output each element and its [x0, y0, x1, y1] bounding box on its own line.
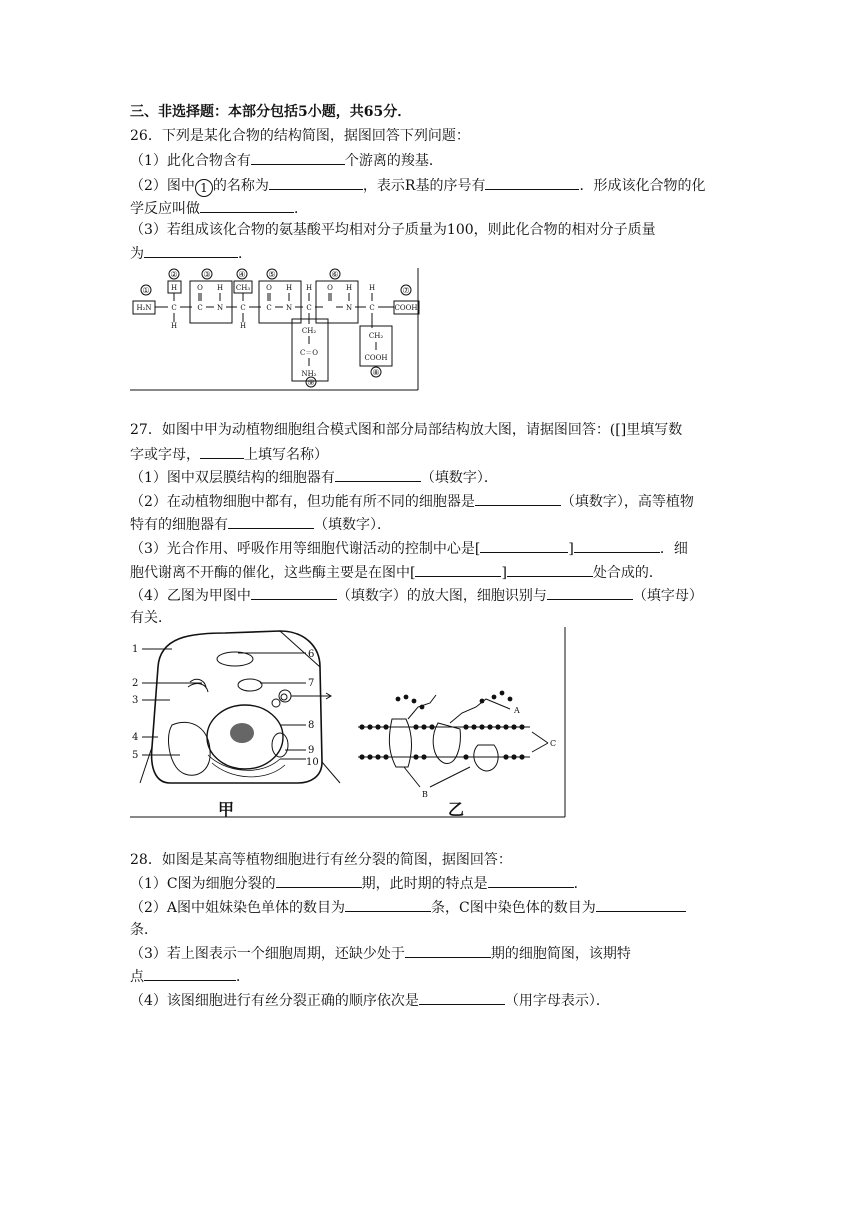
svg-text:H: H: [170, 322, 178, 330]
label-2: ②: [170, 270, 178, 279]
answer-blank[interactable]: [251, 150, 345, 165]
cell-label-3: 3: [132, 695, 139, 706]
label-1: ①: [142, 286, 150, 295]
group-cooh: COOH: [394, 304, 418, 312]
caption-yi: 乙: [448, 800, 465, 819]
q26-part3-cont: 为 ．: [130, 243, 252, 264]
answer-blank[interactable]: [485, 175, 579, 190]
phospholipid-heads: [359, 691, 524, 760]
group-cooh: COOH: [364, 354, 388, 362]
q26-part1: （1）此化合物含有 个游离的羧基．: [130, 150, 443, 171]
membrane-label-c: C: [550, 739, 557, 748]
answer-blank[interactable]: [480, 538, 568, 553]
caption-jia: 甲: [218, 800, 235, 819]
answer-blank[interactable]: [144, 966, 236, 981]
q28-part2-cont: 条．: [130, 922, 158, 938]
cell-label-2: 2: [132, 678, 139, 689]
q26-part2: （2）图中 1 的名称为 ，表示R基的序号有 ．形成该化合物的化: [130, 175, 705, 197]
answer-blank[interactable]: [488, 873, 574, 888]
label-4: ④: [238, 270, 246, 279]
atom-n: N: [285, 304, 293, 312]
answer-blank[interactable]: [415, 562, 501, 577]
group-o: O: [266, 284, 272, 292]
cell-label-1: 1: [132, 644, 139, 655]
group-ch2: CH₂: [368, 332, 384, 340]
atom-c: C: [197, 304, 203, 312]
cell-label-6: 6: [308, 649, 315, 660]
label-3: ③: [203, 270, 211, 279]
q26-part2-cont: 学反应叫做 ．: [130, 198, 308, 219]
label-9: ⑨: [307, 378, 315, 387]
answer-blank[interactable]: [475, 491, 561, 506]
answer-blank[interactable]: [228, 514, 314, 529]
atom-c: C: [240, 304, 246, 312]
group-co: C＝O: [299, 349, 319, 357]
answer-blank[interactable]: [596, 897, 686, 912]
q27-part4: （4）乙图为甲图中 （填数字）的放大图，细胞识别与 （填字母）: [130, 585, 703, 606]
q27-stem-cont: 字或字母， 上填写名称）: [130, 444, 328, 465]
q28-part4: （4）该图细胞进行有丝分裂正确的顺序依次是 （用字母表示）．: [130, 990, 610, 1011]
q28-part3-cont: 点 ．: [130, 966, 250, 987]
label-7: ⑦: [402, 286, 410, 295]
atom-c: C: [369, 304, 375, 312]
svg-text:H: H: [239, 322, 247, 330]
polypeptide-structure-figure: [130, 266, 422, 392]
answer-blank[interactable]: [269, 175, 363, 190]
atom-n: N: [345, 304, 353, 312]
cell-label-8: 8: [308, 720, 315, 731]
membrane-label-b: B: [422, 790, 428, 799]
section-heading: 三、非选择题：本部分包括5小题，共65分．: [130, 104, 412, 120]
q27-part1: （1）图中双层膜结构的细胞器有 （填数字）．: [130, 467, 498, 488]
group-h2n: H₂N: [136, 304, 152, 312]
group-h: H: [216, 284, 224, 292]
cell-label-9: 9: [308, 745, 315, 756]
q27-part4-cont: 有关．: [130, 610, 172, 626]
group-h: H: [368, 284, 376, 292]
answer-blank[interactable]: [547, 585, 633, 600]
cell-label-7: 7: [308, 678, 315, 689]
label-5: ⑤: [268, 270, 276, 279]
q27-part3-cont: 胞代谢离不开酶的催化，这些酶主要是在图中[ ] 处合成的．: [130, 562, 663, 583]
answer-blank[interactable]: [144, 243, 238, 258]
cell-label-5: 5: [132, 750, 139, 761]
q26-stem: 26．下列是某化合物的结构简图，据图回答下列问题：: [130, 128, 470, 144]
group-ch3: CH₃: [235, 284, 251, 292]
cell-structure-figure: [130, 627, 568, 821]
group-h: H: [345, 284, 353, 292]
atom-n: N: [216, 304, 224, 312]
group-h: H: [170, 284, 178, 292]
label-8: ⑧: [372, 368, 380, 377]
q27-part3: （3）光合作用、呼吸作用等细胞代谢活动的控制中心是[ ] ．细: [130, 538, 688, 559]
q26-part3: （3）若组成该化合物的氨基酸平均相对分子质量为100，则此化合物的相对分子质量: [130, 222, 656, 238]
group-h: H: [305, 284, 313, 292]
answer-blank[interactable]: [419, 990, 505, 1005]
answer-blank[interactable]: [251, 585, 337, 600]
answer-blank[interactable]: [335, 467, 421, 482]
label-6: ⑥: [331, 270, 339, 279]
atom-c: C: [171, 304, 177, 312]
answer-blank[interactable]: [507, 562, 593, 577]
answer-blank[interactable]: [200, 444, 244, 459]
q27-part2: （2）在动植物细胞中都有，但功能有所不同的细胞器是 （填数字），高等植物: [130, 491, 694, 512]
group-o: O: [197, 284, 203, 292]
answer-blank[interactable]: [405, 943, 491, 958]
q28-part3: （3）若上图表示一个细胞周期，还缺少处于 期的细胞简图，该期特: [130, 943, 631, 964]
cell-label-4: 4: [132, 732, 139, 743]
q28-part2: （2）A图中姐妹染色单体的数目为 条，C图中染色体的数目为: [130, 897, 686, 918]
group-nh2: NH₂: [301, 370, 317, 378]
cell-label-10: 10: [306, 757, 319, 768]
q28-stem: 28．如图是某高等植物细胞进行有丝分裂的简图，据图回答：: [130, 852, 512, 868]
answer-blank[interactable]: [276, 873, 362, 888]
membrane-label-a: A: [514, 706, 520, 715]
q27-part2-cont: 特有的细胞器有 （填数字）．: [130, 514, 391, 535]
answer-blank[interactable]: [574, 538, 660, 553]
group-ch2: CH₂: [301, 327, 317, 335]
circled-number: 1: [195, 179, 213, 197]
group-o: O: [327, 284, 333, 292]
atom-c: C: [266, 304, 272, 312]
group-h: H: [285, 284, 293, 292]
q28-part1: （1）C图为细胞分裂的 期，此时期的特点是 ．: [130, 873, 588, 894]
answer-blank[interactable]: [200, 198, 294, 213]
q27-stem: 27．如图中甲为动植物细胞组合模式图和部分局部结构放大图，请据图回答：([]里填写数: [130, 422, 683, 438]
answer-blank[interactable]: [345, 897, 431, 912]
atom-c: C: [306, 304, 312, 312]
